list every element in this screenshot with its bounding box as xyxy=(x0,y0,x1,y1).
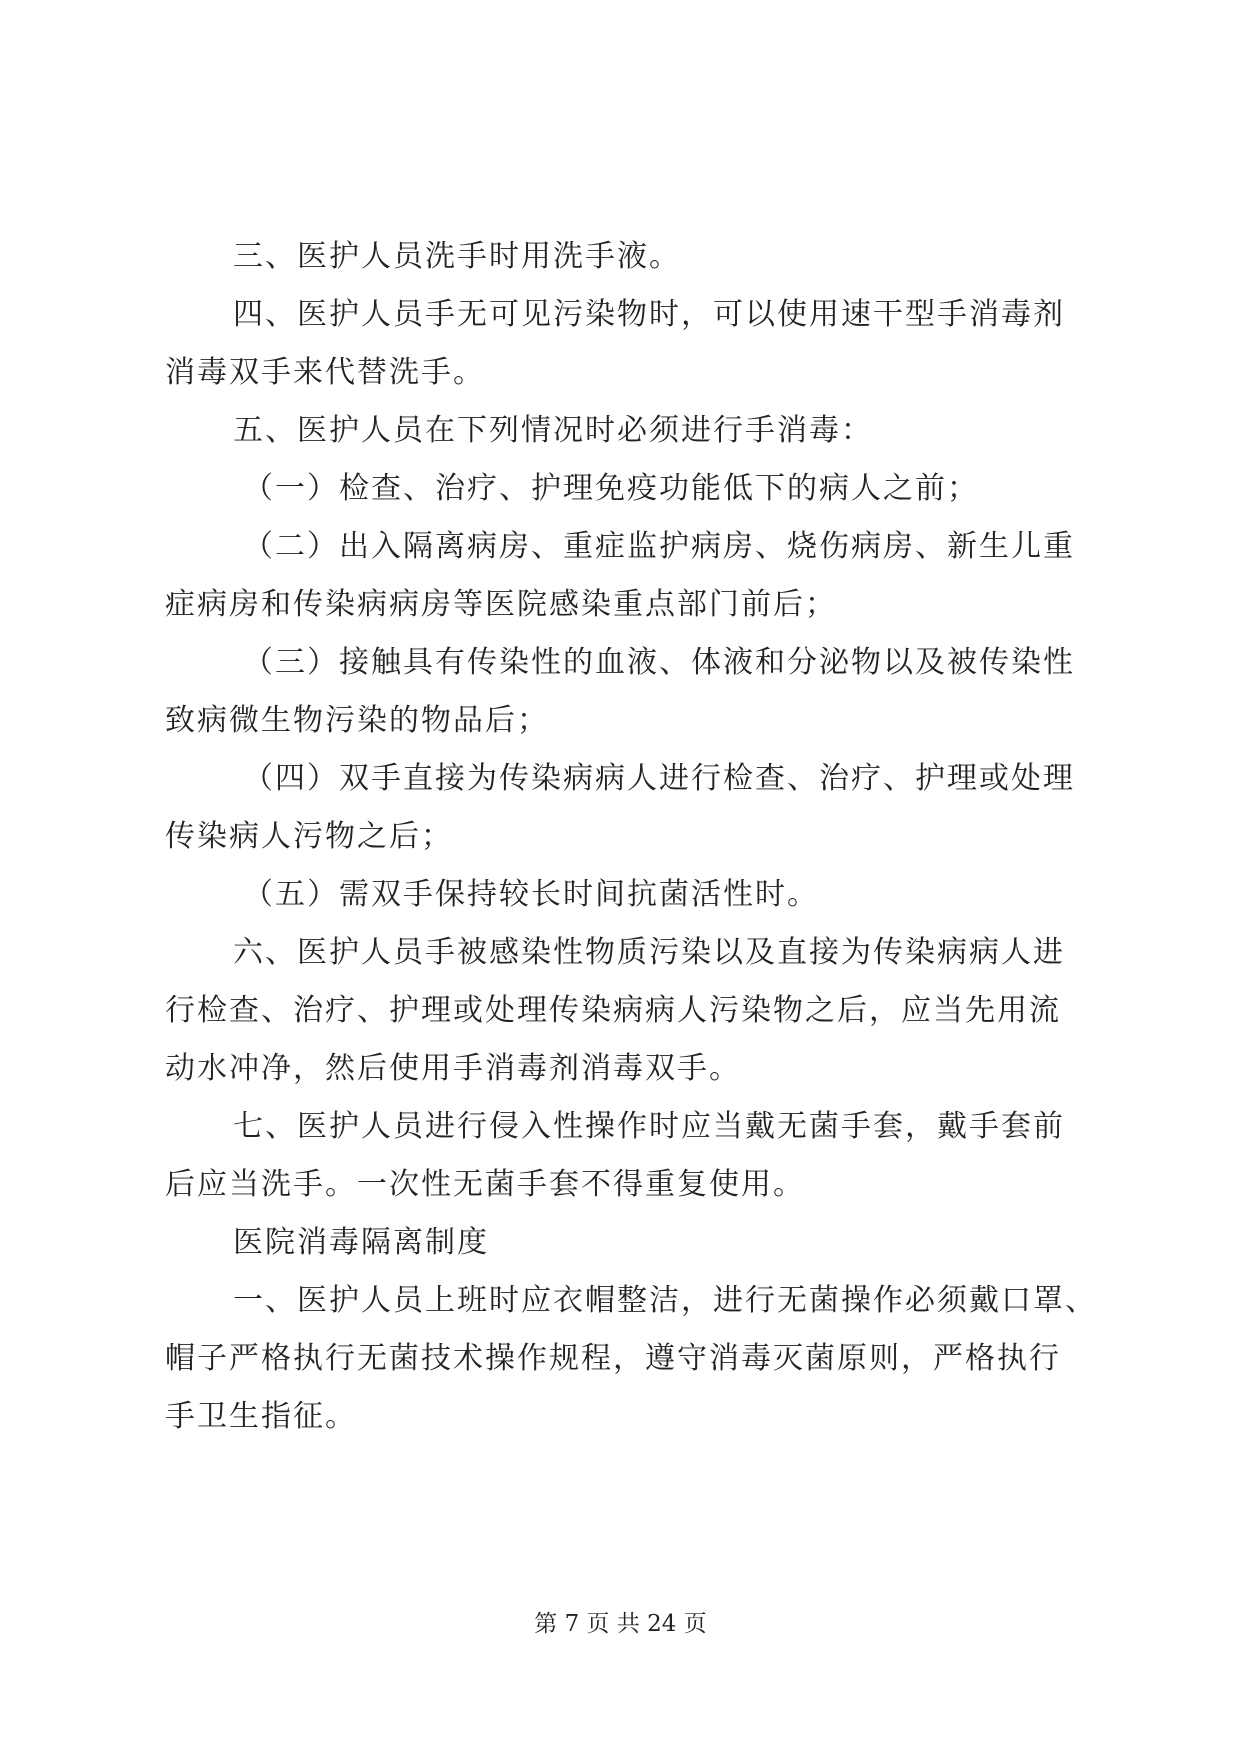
paragraph-line: （一）检查、治疗、护理免疫功能低下的病人之前； xyxy=(243,471,979,506)
paragraph-line: 四、医护人员手无可见污染物时，可以使用速干型手消毒剂 xyxy=(233,297,1065,332)
paragraph-line: 三、医护人员洗手时用洗手液。 xyxy=(233,239,681,274)
page-number-footer: 第 7 页 共 24 页 xyxy=(534,1611,707,1637)
paragraph-line: （五）需双手保持较长时间抗菌活性时。 xyxy=(243,877,819,912)
paragraph-line: 行检查、治疗、护理或处理传染病病人污染物之后，应当先用流 xyxy=(165,993,1061,1028)
document-body xyxy=(165,228,1097,1446)
paragraph-line: 一、医护人员上班时应衣帽整洁，进行无菌操作必须戴口罩、 xyxy=(233,1283,1097,1318)
paragraph-line: （四）双手直接为传染病病人进行检查、治疗、护理或处理 xyxy=(243,761,1075,796)
paragraph-line: 后应当洗手。一次性无菌手套不得重复使用。 xyxy=(165,1167,805,1202)
paragraph-line: （三）接触具有传染性的血液、体液和分泌物以及被传染性 xyxy=(243,645,1075,680)
paragraph-line: 七、医护人员进行侵入性操作时应当戴无菌手套，戴手套前 xyxy=(233,1109,1065,1144)
paragraph-line: 致病微生物污染的物品后； xyxy=(165,703,549,738)
paragraph-line: 症病房和传染病病房等医院感染重点部门前后； xyxy=(165,587,837,622)
section-heading: 医院消毒隔离制度 xyxy=(233,1225,489,1260)
paragraph-line: 五、医护人员在下列情况时必须进行手消毒： xyxy=(233,413,873,448)
paragraph-line: 六、医护人员手被感染性物质污染以及直接为传染病病人进 xyxy=(233,935,1065,970)
paragraph-line: 消毒双手来代替洗手。 xyxy=(165,355,485,390)
paragraph-line: （二）出入隔离病房、重症监护病房、烧伤病房、新生儿重 xyxy=(243,529,1075,564)
paragraph-line: 动水冲净，然后使用手消毒剂消毒双手。 xyxy=(165,1051,741,1086)
paragraph-line: 传染病人污物之后； xyxy=(165,819,453,854)
paragraph-line: 手卫生指征。 xyxy=(165,1399,357,1434)
paragraph-line: 帽子严格执行无菌技术操作规程，遵守消毒灭菌原则，严格执行 xyxy=(165,1341,1061,1376)
